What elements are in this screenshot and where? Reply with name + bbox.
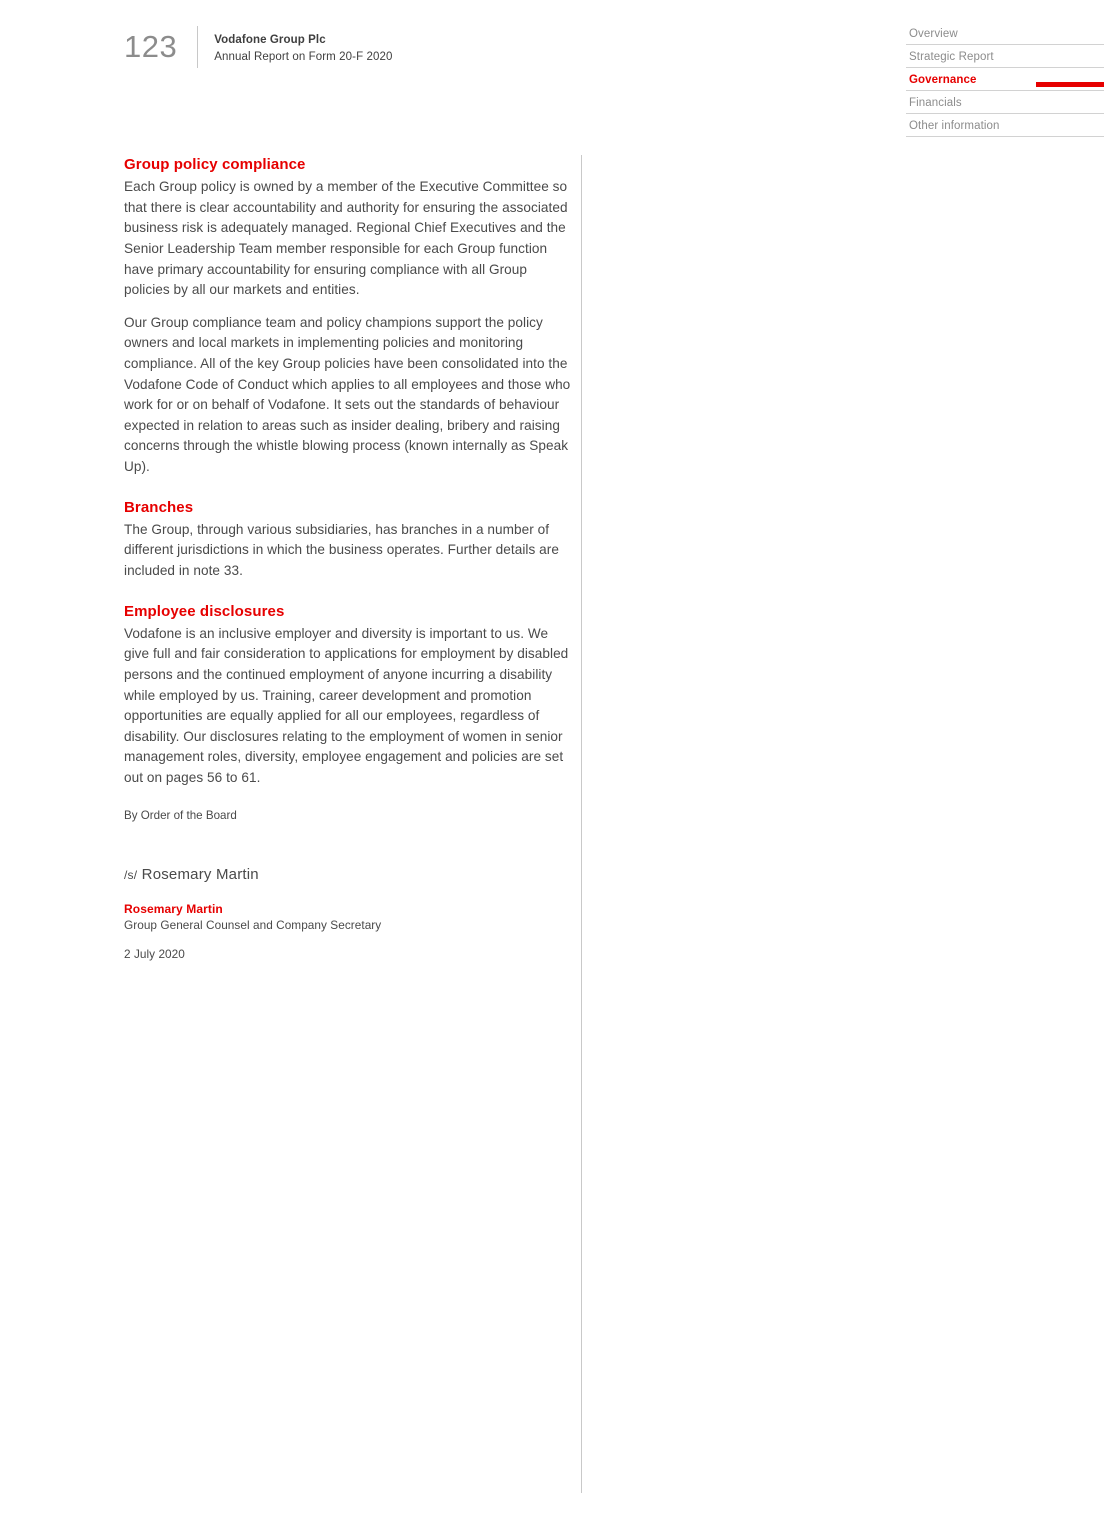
signature-date: 2 July 2020 (124, 946, 185, 961)
nav-item-overview[interactable] (906, 28, 1104, 45)
nav-item-label: Overview (909, 28, 958, 40)
paragraph-policy-ownership: Each Group policy is owned by a member of the Executive Committee so that there is clear accountability and authority for ensuring the associated business risk is adequately managed. Regional Chief Executives and the Senior Leadership Team member responsible for each Group function have primary accountability for ensuring compliance with all Group policies by all our markets and entities. (124, 179, 568, 298)
page-number: 123 (124, 29, 178, 64)
signer-role: Group General Counsel and Company Secretary (124, 917, 382, 932)
nav-item-label: Strategic Report (909, 51, 994, 63)
header-titles (214, 26, 392, 65)
page-header (124, 26, 393, 68)
section-nav (906, 28, 1104, 143)
nav-item-governance[interactable] (906, 74, 1104, 91)
nav-item-label: Governance (909, 74, 977, 86)
nav-item-label: Financials (909, 97, 962, 109)
nav-item-strategic-report[interactable] (906, 51, 1104, 68)
paragraph-compliance-team: Our Group compliance team and policy champions support the policy owners and local markets in implementing policies and monitoring compliance. All of the key Group policies have been consolidated into the Vodafone Code of Conduct which applies to all employees and those who work for or on behalf of Vodafone. It sets out the standards of behaviour expected in relation to areas such as insider dealing, bribery and raising concerns through the whistle blowing process (known internally as Speak Up). (124, 314, 571, 474)
by-order-of-the-board: By Order of the Board (124, 808, 237, 822)
company-name: Vodafone Group Plc (214, 34, 326, 46)
nav-item-other-information[interactable] (906, 120, 1104, 137)
signer-name: Rosemary Martin (124, 901, 223, 916)
signature-prefix: /s/ (124, 867, 138, 882)
paragraph-employee-disclosures: Vodafone is an inclusive employer and diversity is important to us. We give full and fair consideration to applications for employment by disabled persons and the continued employment of anyone incurring a disability while employed by us. Training, career development and promotion opportunities are equally applied for all our employees, regardless of disability. Our disclosures relating to the employment of women in senior management roles, diversity, employee engagement and policies are set out on pages 56 to 61. (124, 625, 569, 785)
nav-item-label: Other information (909, 120, 1000, 132)
heading-branches: Branches (124, 498, 194, 516)
nav-item-financials[interactable] (906, 97, 1104, 114)
nav-active-indicator (1036, 82, 1104, 87)
signature-name: Rosemary Martin (141, 865, 259, 883)
paragraph-branches: The Group, through various subsidiaries, has branches in a number of different jurisdictions in which the business operates. Further details are included in note 33. (124, 521, 559, 578)
signature-line (124, 866, 576, 883)
main-content (124, 155, 576, 961)
column-divider (581, 155, 582, 1493)
header-divider (197, 26, 198, 68)
heading-group-policy-compliance: Group policy compliance (124, 156, 306, 173)
heading-employee-disclosures: Employee disclosures (124, 602, 285, 620)
report-subtitle: Annual Report on Form 20-F 2020 (214, 50, 393, 63)
